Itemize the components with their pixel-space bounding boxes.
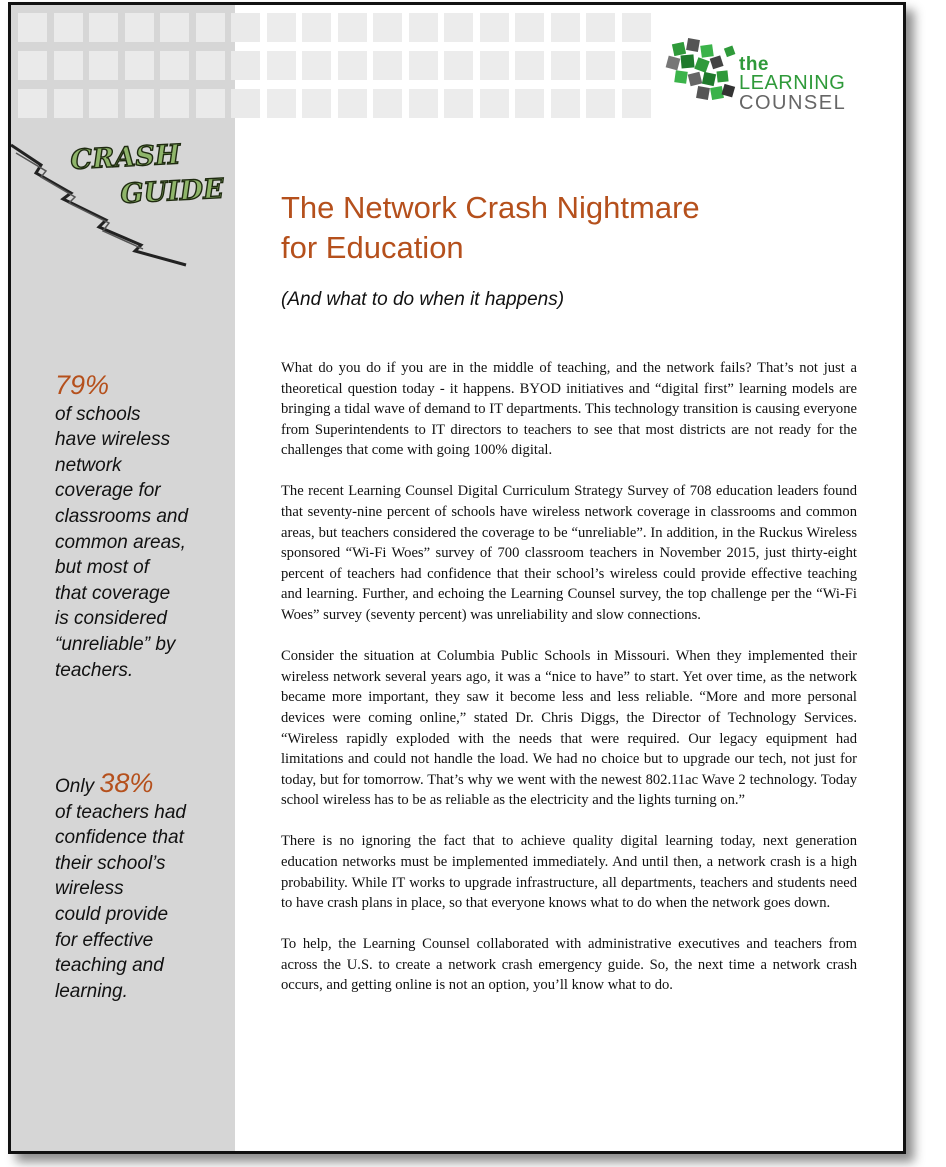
header-tile [18, 51, 47, 80]
stat-line: teaching and [55, 955, 164, 977]
stat-line: of teachers had [55, 801, 186, 823]
header-tile [89, 51, 118, 80]
header-tile [515, 89, 544, 118]
stat-line: but most of [55, 557, 149, 579]
header-tile [267, 89, 296, 118]
header-tile [196, 13, 225, 42]
paragraph: What do you do if you are in the middle of teaching, and the network fails? That’s not just a theoretical question today - it happens. BYOD initiatives and “digital first” learning models are bringing a tidal wave of demand to IT departments. This technology transition is causing everyone from Superintendents to IT directors to teachers to see that most districts are not ready for the challenges that come with going 100% digital. [281, 360, 857, 459]
header-tile [444, 51, 473, 80]
stat-line: “unreliable” by [55, 633, 176, 655]
stat-line: wireless [55, 878, 124, 900]
header-tile [373, 51, 402, 80]
stat-line: could provide [55, 903, 169, 925]
header-tile [338, 89, 367, 118]
header-tile [302, 89, 331, 118]
page-title [281, 188, 841, 268]
header-tile [231, 13, 260, 42]
header-tile [231, 89, 260, 118]
header-tile [125, 51, 154, 80]
header-tile [586, 13, 615, 42]
stat-callout-79 [55, 370, 231, 683]
header-tile [622, 51, 651, 80]
header-tile [54, 13, 83, 42]
stat-line: of schools [55, 403, 141, 425]
header-tile [231, 51, 260, 80]
header-tile [409, 13, 438, 42]
stat-line: that coverage [55, 582, 171, 604]
header-tile [409, 51, 438, 80]
header-tile [54, 89, 83, 118]
article-body [281, 358, 857, 1017]
stat-line: coverage for [55, 480, 161, 502]
stat-line: is considered [55, 608, 167, 630]
header-tile [586, 51, 615, 80]
badge-line1: CRASH [69, 139, 182, 176]
stat-value: Only 38% [55, 768, 154, 798]
paragraph: There is no ignoring the fact that to achieve quality digital learning today, next generation education networks must be implemented immediately. And until then, a network crash is a high probability. While IT works to upgrade infrastructure, all departments, teachers and students need to have crash plans in place, so that everyone knows what to do when the network goes down. [281, 833, 857, 912]
header-tile [373, 13, 402, 42]
stat-line: network [55, 454, 122, 476]
stat-line: common areas, [55, 531, 186, 553]
header-tile [267, 13, 296, 42]
header-tile [302, 13, 331, 42]
header-tile [89, 89, 118, 118]
badge-line2: GUIDE [119, 173, 225, 210]
logo-counsel: COUNSEL [739, 92, 847, 114]
stat-line: classrooms and [55, 505, 189, 527]
header-tile [444, 13, 473, 42]
header-tile [18, 13, 47, 42]
paragraph: The recent Learning Counsel Digital Curriculum Strategy Survey of 708 education leaders found that seventy-nine percent of schools have wireless network coverage in classrooms and common areas, but teachers considered the coverage to be “unreliable”. In addition, in the Ruckus Wireless sponsored “Wi-Fi Woes” survey of 700 classroom teachers in November 2015, just thirty-eight percent of teachers had confidence that their school’s wireless could provide effective teaching and learning. Further, and echoing the Learning Counsel survey, the top challenge per the “Wi-Fi Woes” survey (seventy percent) was unreliability and slow connections. [281, 483, 857, 624]
logo-wordmark [739, 55, 846, 113]
stat-line: learning. [55, 980, 128, 1002]
header-tile [622, 13, 651, 42]
header-tile [196, 89, 225, 118]
header-tile [622, 89, 651, 118]
logo-learning: LEARNING [739, 72, 846, 94]
stat-line: have wireless [55, 429, 171, 451]
stat-line: teachers. [55, 659, 134, 681]
paragraph: Consider the situation at Columbia Public Schools in Missouri. When they implemented their wireless network several years ago, it was a “nice to have” to start. Yet over time, as the network became more important, they saw it become less and less reliable. “More and more personal devices were coming online,” stated Dr. Chris Diggs, the Director of Technology Services. “Wireless rapidly exploded with the needs that were required. Our legacy equipment had limitations and could not handle the load. We had no choice but to upgrade our tech, not just for today, but for tomorrow. That’s why we went with the newest 802.11ac Wave 2 technology. Today school wireless has to be as reliable as the electricity and the lights turning on.” [281, 648, 857, 809]
page-subtitle: (And what to do when it happens) [281, 289, 565, 310]
header-tile [196, 51, 225, 80]
stat-line: for effective [55, 929, 154, 951]
header-tile [302, 51, 331, 80]
crash-guide-badge-icon [11, 135, 235, 270]
stat-line: their school’s [55, 852, 166, 874]
title-line1: The Network Crash Nightmare [281, 190, 700, 225]
header-tile [515, 51, 544, 80]
paragraph: To help, the Learning Counsel collaborated with administrative executives and teachers from across the U.S. to create a network crash emergency guide. So, the next time a network crash occurs, and getting online is not an option, you’ll know what to do. [281, 936, 857, 994]
header-tile [480, 89, 509, 118]
stat-callout-38 [55, 768, 231, 1004]
header-tile [586, 89, 615, 118]
header-tile [409, 89, 438, 118]
stat-value: 79% [55, 370, 110, 400]
document-page [8, 2, 906, 1154]
header-tile [125, 89, 154, 118]
header-tile [18, 89, 47, 118]
header-tile [160, 51, 189, 80]
header-tile [338, 51, 367, 80]
header-tile [480, 51, 509, 80]
title-line2: for Education [281, 230, 464, 265]
header-tile [338, 13, 367, 42]
header-tile [160, 13, 189, 42]
header-tile [515, 13, 544, 42]
header-tile [480, 13, 509, 42]
header-tile [373, 89, 402, 118]
logo-the: the [739, 54, 769, 75]
header-tile [267, 51, 296, 80]
stat-line: confidence that [55, 827, 184, 849]
header-tile [54, 51, 83, 80]
header-tile [551, 13, 580, 42]
header-tile [89, 13, 118, 42]
header-tile [551, 51, 580, 80]
header-tile [125, 13, 154, 42]
header-tile [551, 89, 580, 118]
header-tile [160, 89, 189, 118]
header-tile [444, 89, 473, 118]
